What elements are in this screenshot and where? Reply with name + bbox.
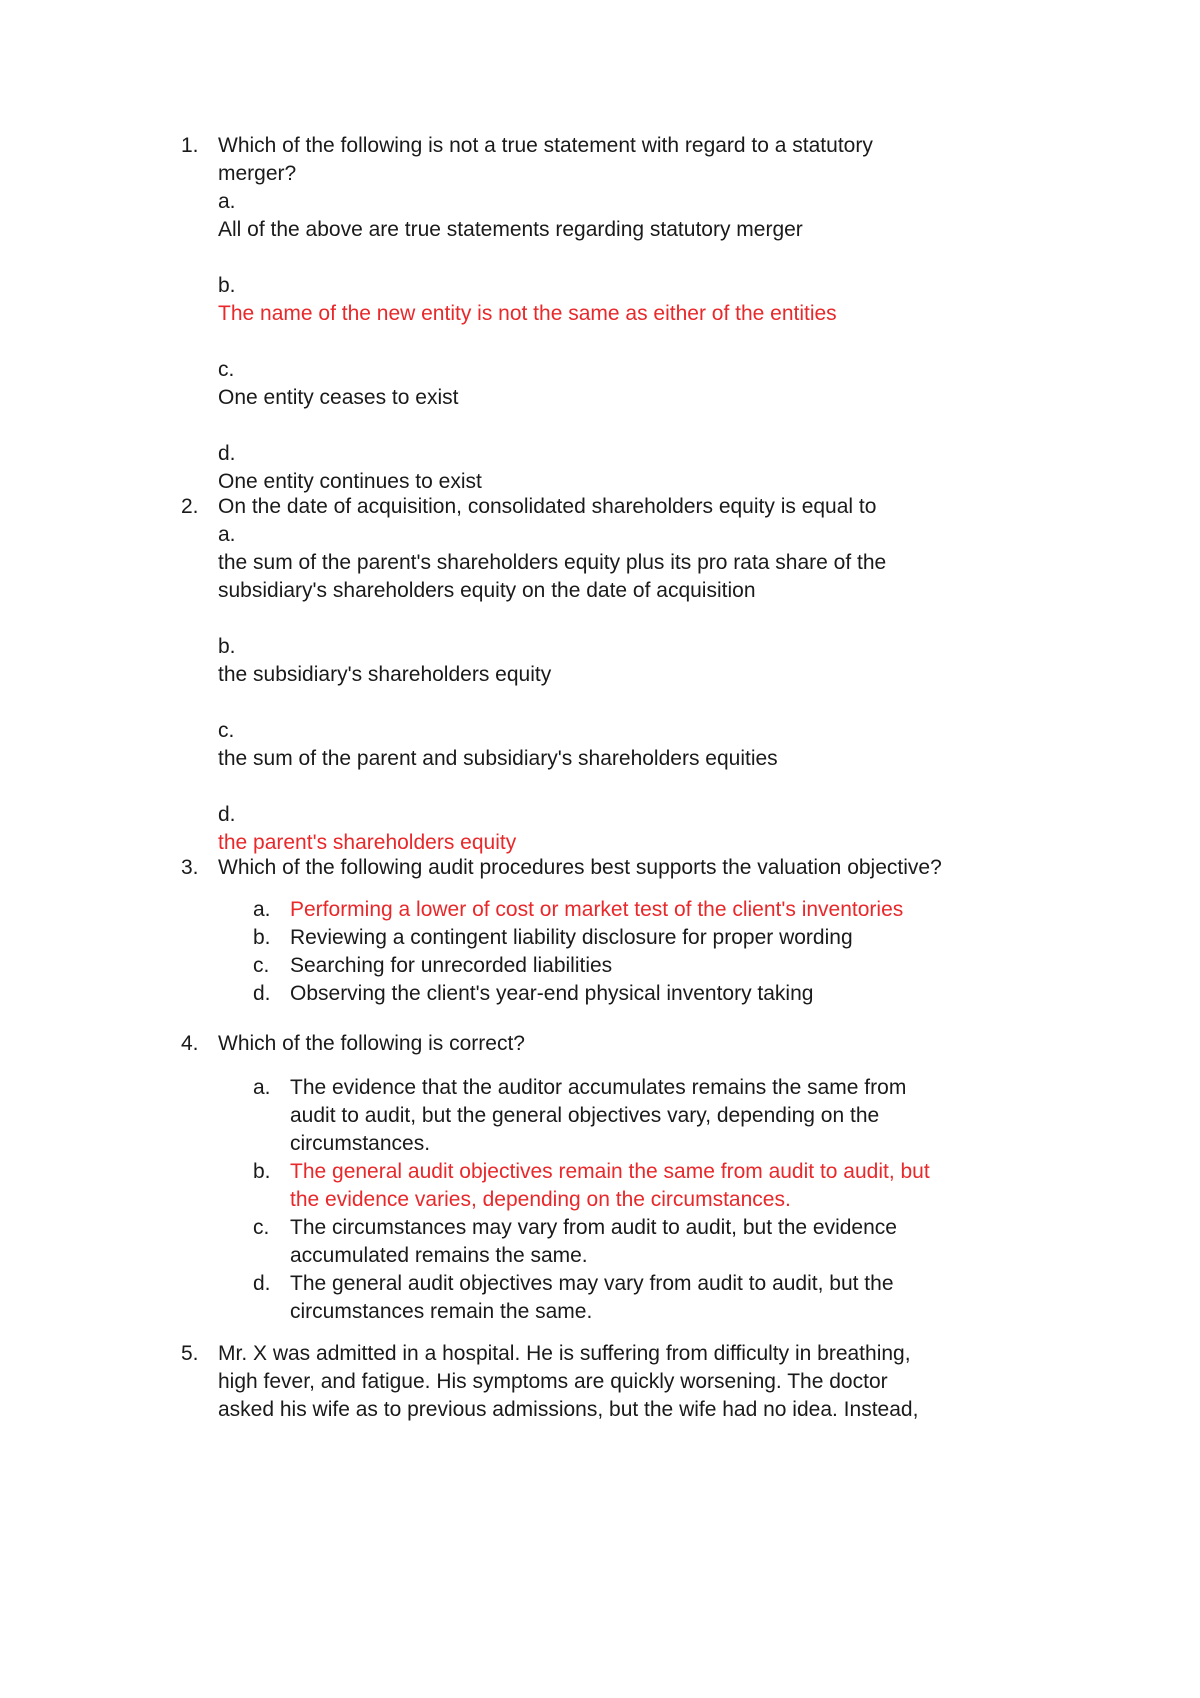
spacer — [218, 244, 1098, 272]
option-text-line: The evidence that the auditor accumulates remains the same from — [290, 1076, 907, 1099]
question-stem-line: asked his wife as to previous admissions, but the wife had no idea. Instead, — [218, 1398, 919, 1421]
option-letter: d. — [253, 1272, 271, 1295]
option-list — [0, 896, 1200, 1008]
option-letter: d. — [253, 982, 271, 1005]
question-body — [218, 493, 1098, 857]
spacer — [218, 773, 1098, 801]
option-text: subsidiary's shareholders equity on the date of acquisition — [218, 579, 756, 602]
option-list — [0, 1074, 1200, 1326]
option-text: One entity ceases to exist — [218, 386, 459, 409]
question-stem-line: merger? — [218, 162, 297, 185]
option-text: the subsidiary's shareholders equity — [218, 663, 552, 686]
option-letter: a. — [253, 898, 271, 921]
option-text-line: the evidence varies, depending on the circumstances. — [290, 1188, 791, 1211]
question-number: 5. — [181, 1342, 199, 1365]
question-body — [218, 1340, 1098, 1424]
question-number: 4. — [181, 1032, 199, 1055]
option-text-line: circumstances. — [290, 1132, 431, 1155]
option-text: Searching for unrecorded liabilities — [290, 954, 613, 977]
option-text-correct: Performing a lower of cost or market test of the client's inventories — [290, 898, 904, 921]
option-row — [0, 1214, 1200, 1270]
option-text-correct — [290, 1158, 1060, 1214]
option-text-line: audit to audit, but the general objectives vary, depending on the — [290, 1104, 880, 1127]
option-letter: d. — [218, 442, 236, 465]
option-letter: b. — [218, 635, 236, 658]
option-row — [0, 980, 1200, 1008]
question-stem-line: Which of the following audit procedures best supports the valuation objective? — [218, 856, 942, 879]
option-row — [0, 924, 1200, 952]
option-letter: d. — [218, 803, 236, 826]
option-text: Observing the client's year-end physical inventory taking — [290, 982, 814, 1005]
question-stem-line: Which of the following is not a true statement with regard to a statutory — [218, 134, 873, 157]
question-number: 1. — [181, 134, 199, 157]
question-stem-line: high fever, and fatigue. His symptoms are quickly worsening. The doctor — [218, 1370, 888, 1393]
option-text: the sum of the parent and subsidiary's shareholders equities — [218, 747, 778, 770]
question-stem-line: Mr. X was admitted in a hospital. He is suffering from difficulty in breathing, — [218, 1342, 911, 1365]
option-text — [290, 1270, 1060, 1326]
option-text-line: The circumstances may vary from audit to audit, but the evidence — [290, 1216, 897, 1239]
option-letter: c. — [218, 358, 235, 381]
option-letter: a. — [253, 1076, 271, 1099]
option-text-line: The general audit objectives remain the same from audit to audit, but — [290, 1160, 930, 1183]
option-letter: c. — [253, 1216, 270, 1239]
question-number: 3. — [181, 856, 199, 879]
option-letter: c. — [218, 719, 235, 742]
question-body — [218, 132, 1098, 496]
question-body — [218, 854, 1098, 882]
option-letter: b. — [253, 926, 271, 949]
option-text — [290, 1074, 1060, 1158]
option-letter: b. — [218, 274, 236, 297]
option-row — [0, 896, 1200, 924]
spacer — [218, 689, 1098, 717]
option-row — [0, 952, 1200, 980]
option-text: Reviewing a contingent liability disclosure for proper wording — [290, 926, 853, 949]
spacer — [218, 412, 1098, 440]
option-text-correct: the parent's shareholders equity — [218, 831, 517, 854]
option-letter: a. — [218, 190, 236, 213]
option-text-line: The general audit objectives may vary from audit to audit, but the — [290, 1272, 894, 1295]
option-text — [290, 1214, 1060, 1270]
option-text: All of the above are true statements regarding statutory merger — [218, 218, 803, 241]
option-text-line: accumulated remains the same. — [290, 1244, 588, 1267]
option-letter: b. — [253, 1160, 271, 1183]
option-row — [0, 1270, 1200, 1326]
question-body — [218, 1030, 1098, 1058]
question-stem-line: Which of the following is correct? — [218, 1032, 525, 1055]
question-stem-line: On the date of acquisition, consolidated shareholders equity is equal to — [218, 495, 877, 518]
spacer — [218, 605, 1098, 633]
option-text-correct: The name of the new entity is not the same as either of the entities — [218, 302, 837, 325]
option-text-line: circumstances remain the same. — [290, 1300, 593, 1323]
option-letter: c. — [253, 954, 270, 977]
spacer — [218, 328, 1098, 356]
option-letter: a. — [218, 523, 236, 546]
option-row — [0, 1158, 1200, 1214]
option-text: One entity continues to exist — [218, 470, 482, 493]
question-number: 2. — [181, 495, 199, 518]
option-row — [0, 1074, 1200, 1158]
option-text: the sum of the parent's shareholders equity plus its pro rata share of the — [218, 551, 887, 574]
